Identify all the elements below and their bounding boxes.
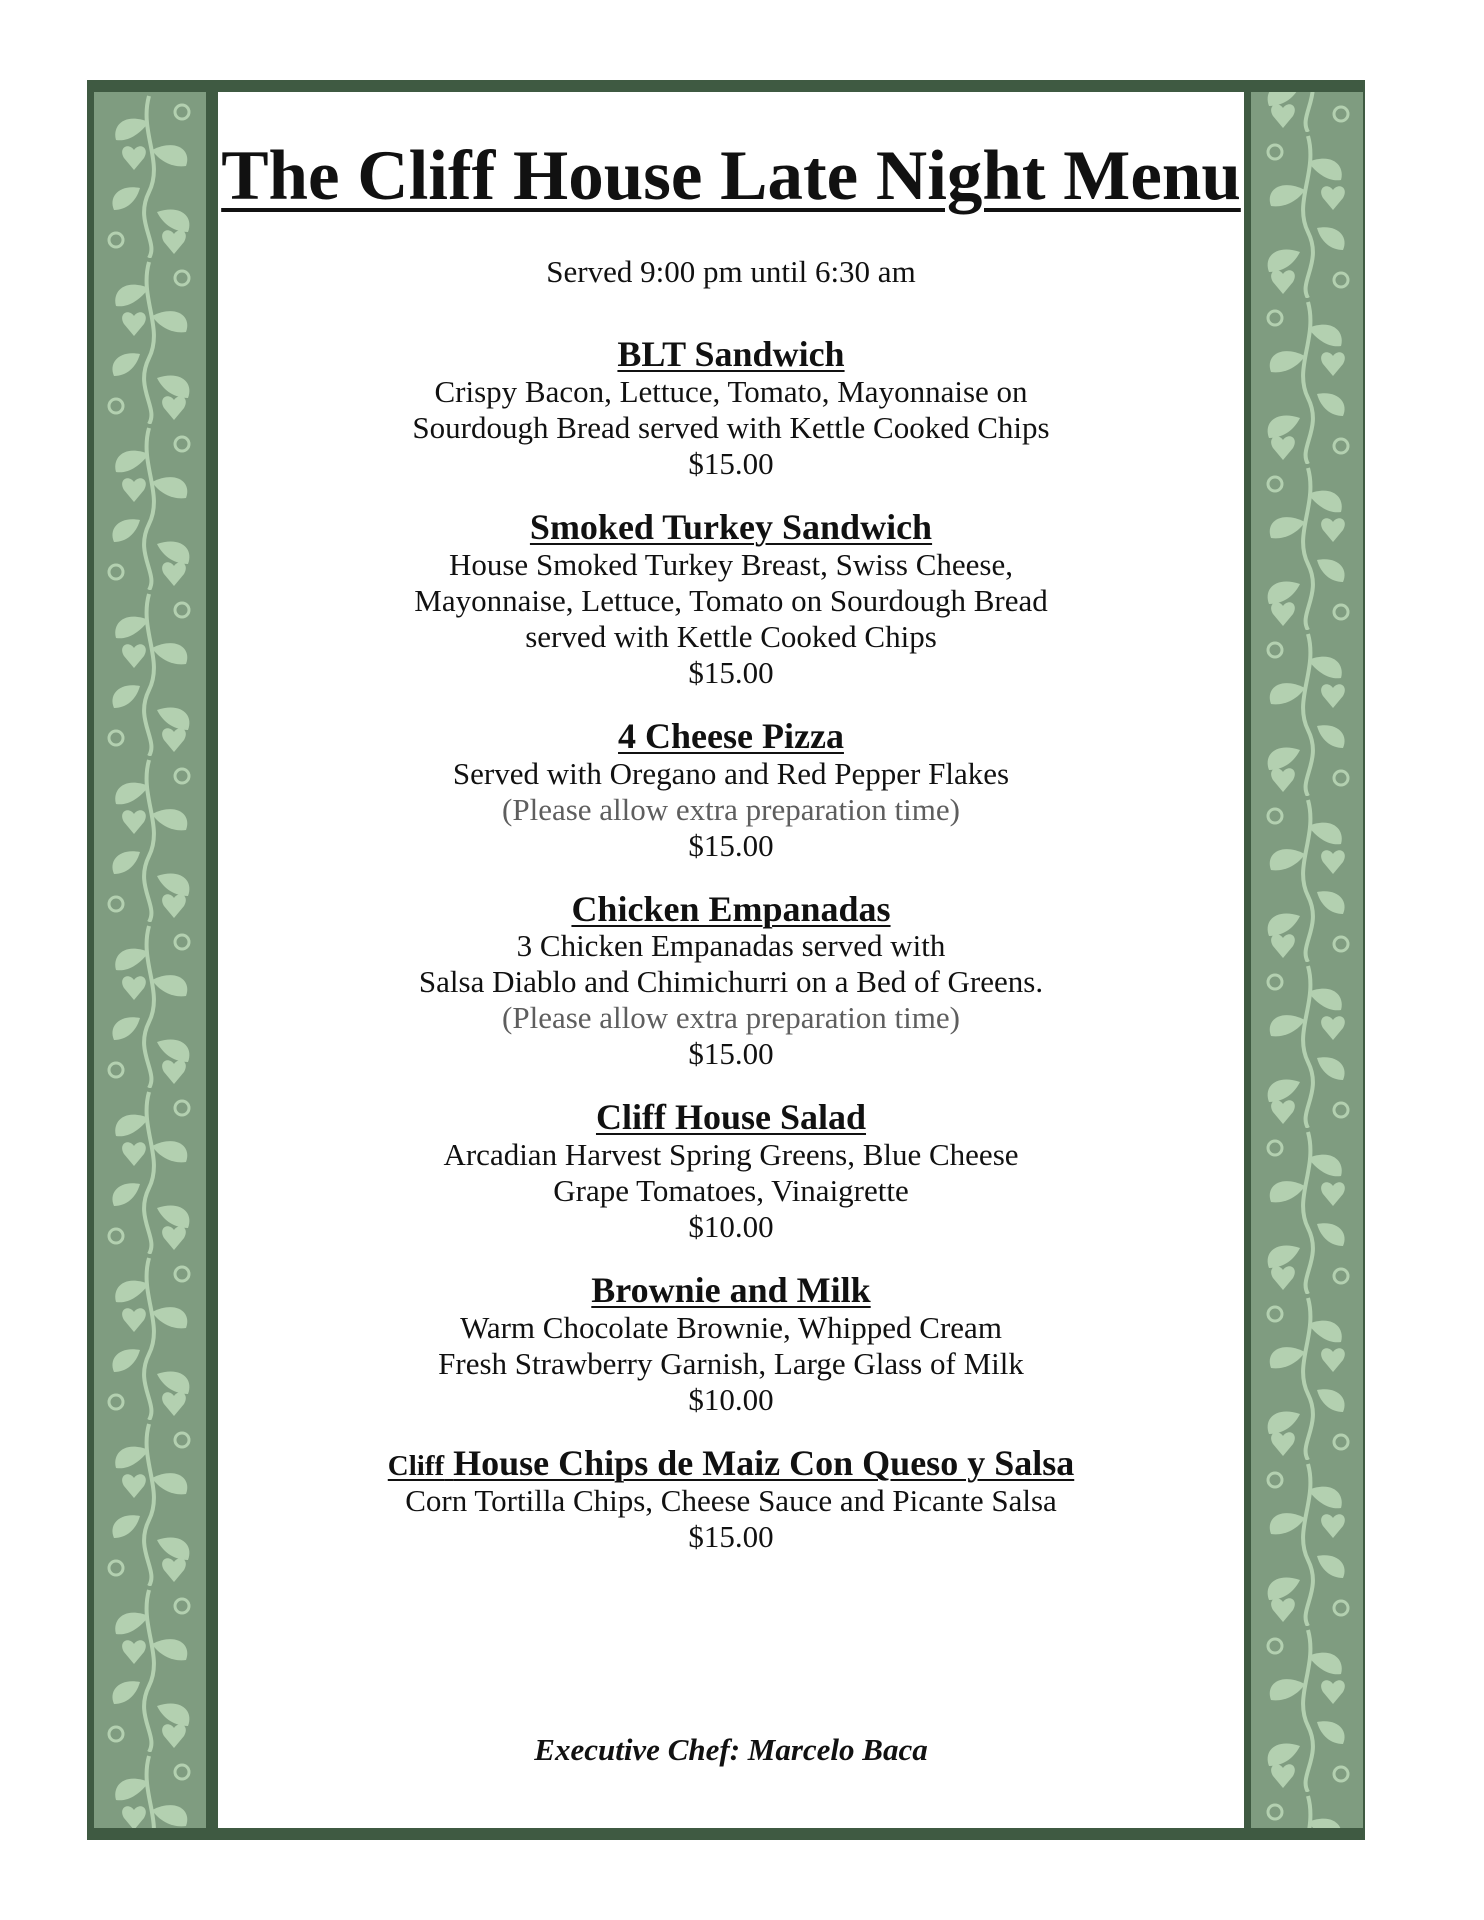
menu-item [218,509,1244,691]
item-description-line: Served with Oregano and Red Pepper Flakes [452,755,1010,791]
item-name [218,1445,1244,1483]
vine-pattern-icon [94,92,206,1828]
item-price: $10.00 [688,1382,774,1418]
executive-chef-credit: Executive Chef: Marcelo Baca [534,1732,928,1767]
item-name: Chicken Empanadas [571,888,891,929]
item-description-line: Grape Tomatoes, Vinaigrette [553,1173,909,1209]
item-price: $10.00 [688,1209,774,1245]
item-description-line: House Smoked Turkey Breast, Swiss Cheese, [448,546,1014,582]
item-description-line: Corn Tortilla Chips, Cheese Sauce and Picante Salsa [405,1482,1057,1518]
item-name: 4 Cheese Pizza [618,715,844,756]
menu-content [218,92,1244,1767]
item-name: Brownie and Milk [591,1270,871,1311]
item-description-line: Sourdough Bread served with Kettle Cooked Chips [412,410,1050,446]
item-price: $15.00 [688,1036,774,1072]
menu-item [218,888,1244,1073]
item-preparation-note: (Please allow extra preparation time) [502,1000,960,1036]
menu-item [218,715,1244,864]
item-description-line: Warm Chocolate Brownie, Whipped Cream [460,1310,1002,1346]
item-preparation-note: (Please allow extra preparation time) [502,791,960,827]
item-price: $15.00 [688,446,774,482]
item-name-rest: House Chips de Maiz Con Queso y Salsa [453,1443,1075,1484]
item-price: $15.00 [688,654,774,690]
item-name: Cliff House Salad [595,1097,867,1138]
item-name: BLT Sandwich [617,334,845,375]
menu-item [218,1272,1244,1418]
menu-item [218,336,1244,482]
serving-hours: Served 9:00 pm until 6:30 am [546,254,916,290]
menu-item [218,1445,1244,1555]
item-description-line: Mayonnaise, Lettuce, Tomato on Sourdough Bread [414,582,1048,618]
item-name-prefix: Cliff [387,1450,445,1483]
menu-items-list [218,336,1244,1555]
item-name: Smoked Turkey Sandwich [529,507,933,548]
item-description-line: 3 Chicken Empanadas served with [516,928,946,964]
item-description-line: Crispy Bacon, Lettuce, Tomato, Mayonnaise on [434,374,1028,410]
item-description-line: served with Kettle Cooked Chips [525,618,937,654]
menu-item [218,1099,1244,1245]
right-decorative-panel [1251,92,1363,1828]
page-title: The Cliff House Late Night Menu [221,137,1241,215]
vine-pattern-icon [1251,92,1363,1828]
item-price: $15.00 [688,827,774,863]
item-description-line: Fresh Strawberry Garnish, Large Glass of Milk [438,1346,1024,1382]
item-price: $15.00 [688,1518,774,1554]
item-description-line: Salsa Diablo and Chimichurri on a Bed of Greens. [418,964,1044,1000]
item-description-line: Arcadian Harvest Spring Greens, Blue Cheese [443,1137,1019,1173]
left-decorative-panel [94,92,206,1828]
